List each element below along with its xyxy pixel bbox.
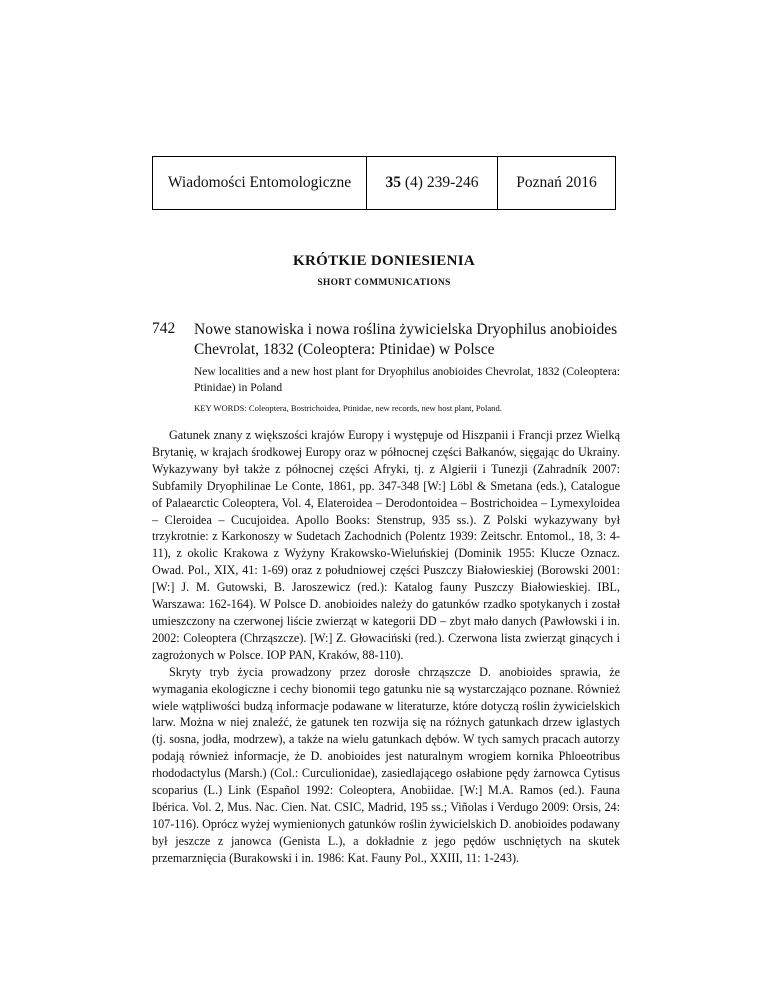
article-title-en: New localities and a new host plant for Dryophilus anobioides Chevrolat, 1832 (Coleoptera: Ptinidae) in Poland [194, 366, 620, 394]
journal-volume-issue [367, 157, 498, 209]
section-subtitle: SHORT COMMUNICATIONS [317, 278, 451, 288]
volume-number: 35 [385, 174, 401, 191]
article-body [152, 427, 620, 867]
keywords: KEY WORDS: Coleoptera, Bostrichoidea, Ptinidae, new records, new host plant, Poland. [194, 403, 502, 413]
issue-pages: (4) 239-246 [404, 174, 479, 191]
place-year: Poznań 2016 [516, 174, 597, 191]
paragraph-1: Gatunek znany z większości krajów Europy i występuje od Hiszpanii i Francji przez Wielką Brytanię, w krajach środkowej Europy oraz w północnej części Bałkanów, sięgając do Ukrainy. Wykazywany był także z północnej części Afryki, tj. z Algierii i Tunezji (Zahradník 2007: Subfamily Dryophilinae Le Conte, 1861, pp. 347-348 [W:] Löbl & Smetana (eds.), Catalogue of Palaearctic Coleoptera, Vol. 4, Elateroidea – Derodontoidea – Bostrichoidea – Lymexyloidea – Cleroidea – Cucujoidea. Apollo Books: Stenstrup, 935 ss.). Z Polski wykazywany był trzykrotnie: z Karkonoszy w Sudetach Zachodnich (Polentz 1939: Zeitschr. Entomol., 18, 3: 4-11), z okolic Krakowa z Wyżyny Krakowsko-Wieluńskiej (Dominik 1955: Klucze Oznacz. Owad. Pol., XIX, 41: 1-69) oraz z południowej części Puszczy Białowieskiej (Borowski 2001: [W:] J. M. Gutowski, B. Jaroszewicz (red.): Katalog fauny Puszczy Białowieskiej. IBL, Warszawa: 162-164). W Polsce D. anobioides należy do gatunków rzadko spotykanych i został umieszczony na czerwonej liście zwierząt w kategorii DD – zbyt mało danych (Pawłowski i in. 2002: Coleoptera (Chrząszcze). [W:] Z. Głowaciński (red.). Czerwona lista zwierząt ginących i zagrożonych w Polsce. IOP PAN, Kraków, 88-110). [152, 428, 620, 662]
section-title: KRÓTKIE DONIESIENIA [293, 253, 475, 269]
article-number: 742 [152, 320, 176, 337]
journal-name: Wiadomości Entomologiczne [153, 157, 367, 209]
journal-header [152, 156, 616, 210]
article-title-pl: Nowe stanowiska i nowa roślina żywicielska Dryophilus anobioides Chevrolat, 1832 (Coleoptera: Ptinidae) w Polsce [194, 321, 618, 358]
paragraph-2: Skryty tryb życia prowadzony przez dorosłe chrząszcze D. anobioides sprawia, że wymagania ekologiczne i cechy bionomii tego gatunku nie są wystarczająco poznane. Również wiele wątpliwości budzą informacje podawane w literaturze, które dotyczą roślin żywicielskich larw. Można w niej znaleźć, że gatunek ten rozwija się na różnych gatunkach drzew iglastych (tj. sosna, jodła, modrzew), a także na wielu gatunkach dębów. W tych samych pracach autorzy podają również informacje, że D. anobioides jest naturalnym wrogiem kornika Phloeotribus rhododactylus (Marsh.) (Col.: Curculionidae), zasiedlającego osłabione pędy żarnowca Cytisus scoparius (L.) Link (Español 1992: Coleoptera, Anobiidae. [W:] M.A. Ramos (ed.). Fauna Ibérica. Vol. 2, Mus. Nac. Cien. Nat. CSIC, Madrid, 195 ss.; Viñolas i Verdugo 2009: Orsis, 24: 107-116). Oprócz wyżej wymienionych gatunków roślin żywicielskich D. anobioides podawany był jeszcze z janowca (Genista L.), a dokładnie z jego pędów uschniętych na skutek przemarznięcia (Burakowski i in. 1986: Kat. Fauny Pol., XXIII, 11: 1-243). [152, 664, 620, 865]
